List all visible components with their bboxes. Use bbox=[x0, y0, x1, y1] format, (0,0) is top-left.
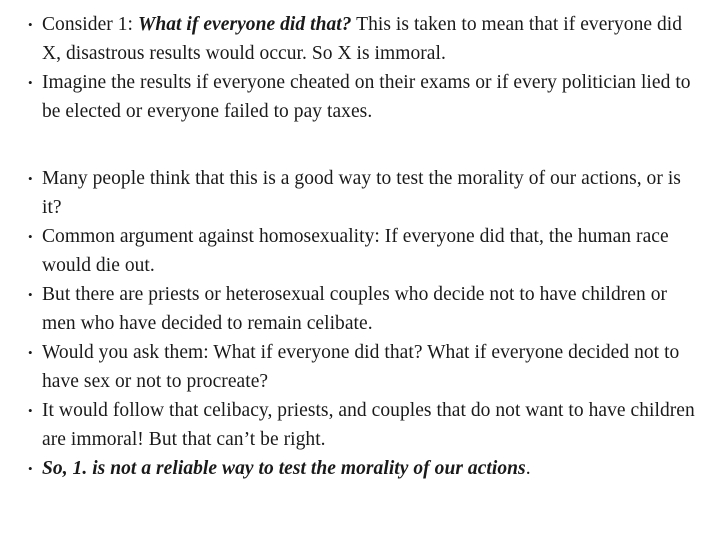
bullet-conclusion bbox=[28, 454, 696, 483]
bullet-text: But there are priests or heterosexual couples who decide not to have children or men who have decided to remain celibate. bbox=[42, 284, 668, 334]
bullet-marker: • bbox=[28, 17, 33, 32]
bullet-marker: • bbox=[28, 345, 33, 360]
bullet-list-bottom bbox=[28, 164, 696, 483]
bullet-marker: • bbox=[28, 403, 33, 418]
bullet-marker: • bbox=[28, 287, 33, 302]
bullet-priests-couples bbox=[28, 280, 696, 338]
bullet-imagine-results bbox=[28, 68, 696, 126]
bullet-it-would-follow bbox=[28, 396, 696, 454]
bullet-marker: • bbox=[28, 229, 33, 244]
bullet-text-suffix: . bbox=[525, 458, 531, 479]
bullet-text: It would follow that celibacy, priests, and couples that do not want to have children are immoral! But that can’t be right. bbox=[42, 400, 695, 450]
bullet-consider-1 bbox=[28, 10, 696, 68]
bullet-good-way-to-test bbox=[28, 164, 696, 222]
bullet-marker: • bbox=[28, 461, 33, 476]
bullet-marker: • bbox=[28, 171, 33, 186]
bullet-text-emphasis: So, 1. is not a reliable way to test the morality of our actions bbox=[42, 458, 526, 479]
bullet-text-prefix: Consider 1: bbox=[42, 14, 138, 35]
bullet-list-top bbox=[28, 10, 696, 126]
bullet-marker: • bbox=[28, 75, 33, 90]
bullet-text: Many people think that this is a good way to test the morality of our actions, or is it? bbox=[42, 168, 681, 218]
bullet-common-argument bbox=[28, 222, 696, 280]
bullet-would-you-ask bbox=[28, 338, 696, 396]
bullet-text: Common argument against homosexuality: If everyone did that, the human race would die out. bbox=[42, 226, 669, 276]
bullet-text: Would you ask them: What if everyone did that? What if everyone decided not to have sex or not to procreate? bbox=[42, 342, 680, 392]
bullet-text: Imagine the results if everyone cheated on their exams or if every politician lied to be elected or everyone failed to pay taxes. bbox=[42, 72, 691, 122]
bullet-text-emphasis: What if everyone did that? bbox=[137, 14, 352, 35]
bullet-text-suffix: This is taken to mean that if everyone did X, disastrous results would occur. So X is immoral. bbox=[42, 14, 683, 64]
